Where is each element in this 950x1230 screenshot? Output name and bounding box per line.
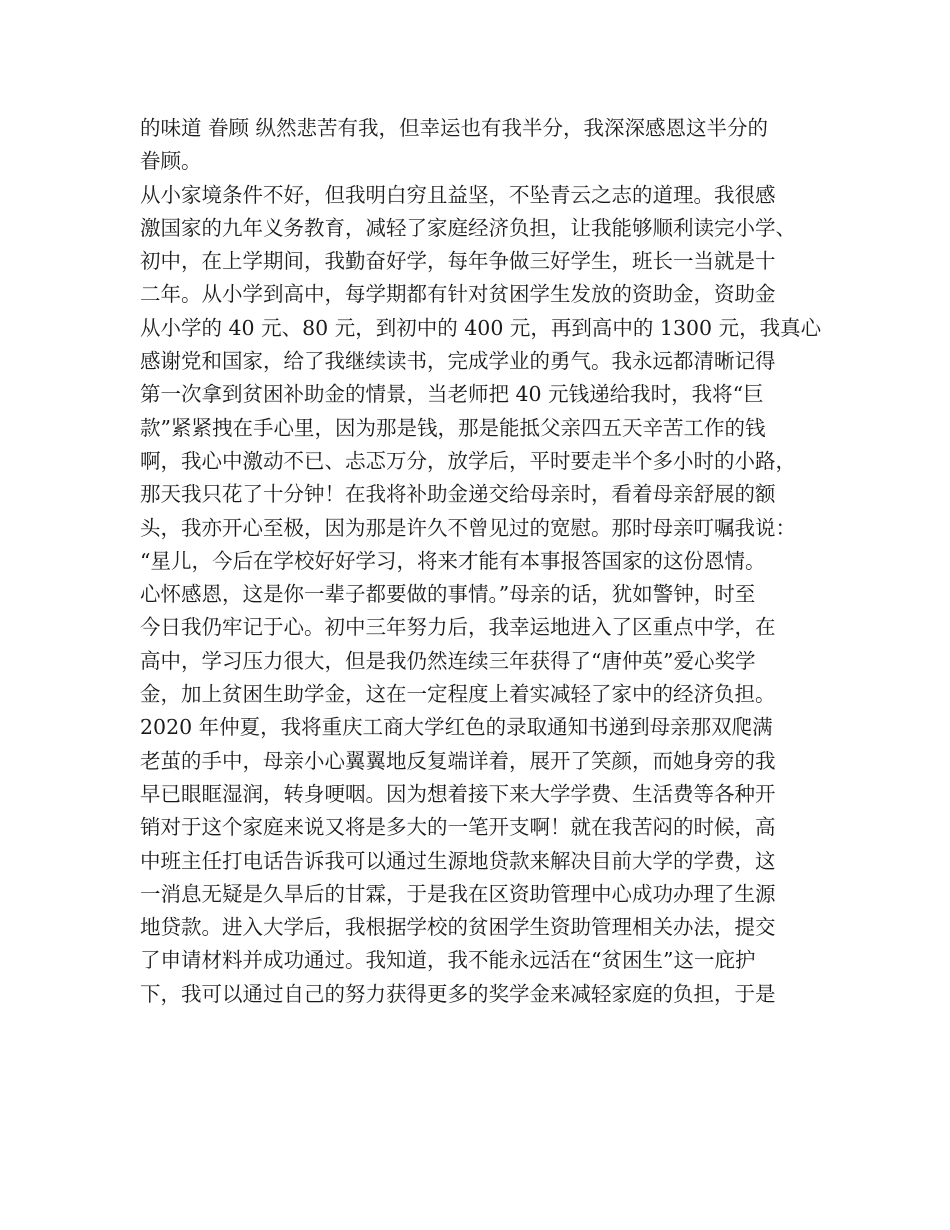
text-line: 心怀感恩，这是你一辈子都要做的事情。”母亲的话，犹如警钟，时至: [140, 582, 756, 607]
text-line: 今日我仍牢记于心。初中三年努力后，我幸运地进入了区重点中学，在: [140, 615, 776, 640]
text-line: 感谢党和国家，给了我继续读书，完成学业的勇气。我永远都清晰记得: [140, 349, 776, 374]
text-line: 地贷款。进入大学后，我根据学校的贫困学生资助管理相关办法，提交: [140, 915, 776, 940]
text-line: 了申请材料并成功通过。我知道，我不能永远活在“贫困生”这一庇护: [140, 948, 756, 973]
document-body: [140, 112, 830, 1011]
text-line: 早已眼眶湿润，转身哽咽。因为想着接下来大学学费、生活费等各种开: [140, 781, 776, 806]
text-line: 初中，在上学期间，我勤奋好学，每年争做三好学生，班长一当就是十: [140, 249, 776, 274]
text-line: 的味道 眷顾 纵然悲苦有我，但幸运也有我半分，我深深感恩这半分的: [140, 116, 769, 140]
text-line: 二年。从小学到高中，每学期都有针对贫困学生发放的资助金，资助金: [140, 282, 776, 307]
text-line: 2020 年仲夏，我将重庆工商大学红色的录取通知书递到母亲那双爬满: [140, 715, 773, 740]
text-line: 销对于这个家庭来说又将是多大的一笔开支啊！就在我苦闷的时候，高: [140, 815, 776, 840]
text-line: 眷顾。: [140, 149, 202, 174]
text-line: 下，我可以通过自己的努力获得更多的奖学金来减轻家庭的负担，于是: [140, 981, 776, 1006]
text-line: 第一次拿到贫困补助金的情景，当老师把 40 元钱递给我时，我将“巨: [140, 382, 764, 407]
text-line: 啊，我心中激动不已、忐忑万分，放学后，平时要走半个多小时的小路，: [140, 448, 796, 473]
text-line: 金，加上贫困生助学金，这在一定程度上着实减轻了家中的经济负担。: [140, 682, 776, 707]
text-line: 那天我只花了十分钟！在我将补助金递交给母亲时，看着母亲舒展的额: [140, 482, 776, 507]
text-line: 一消息无疑是久旱后的甘霖，于是我在区资助管理中心成功办理了生源: [140, 881, 776, 906]
text-line: 老茧的手中，母亲小心翼翼地反复端详着，展开了笑颜，而她身旁的我: [140, 748, 776, 773]
text-line: 从小家境条件不好，但我明白穷且益坚，不坠青云之志的道理。我很感: [140, 182, 776, 207]
text-line: 激国家的九年义务教育，减轻了家庭经济负担，让我能够顺利读完小学、: [140, 215, 796, 240]
text-line: 从小学的 40 元、80 元，到初中的 400 元，再到高中的 1300 元，我真心: [140, 315, 822, 340]
text-line: 中班主任打电话告诉我可以通过生源地贷款来解决目前大学的学费，这: [140, 848, 776, 873]
text-line: 高中，学习压力很大，但是我仍然连续三年获得了“唐仲英”爱心奖学: [140, 648, 756, 673]
text-line: “星儿，今后在学校好好学习，将来才能有本事报答国家的这份恩情。: [140, 548, 766, 573]
text-line: 头，我亦开心至极，因为那是许久不曾见过的宽慰。那时母亲叮嘱我说：: [140, 515, 796, 540]
text-line: 款”紧紧拽在手心里，因为那是钱，那是能抵父亲四五天辛苦工作的钱: [140, 415, 766, 440]
